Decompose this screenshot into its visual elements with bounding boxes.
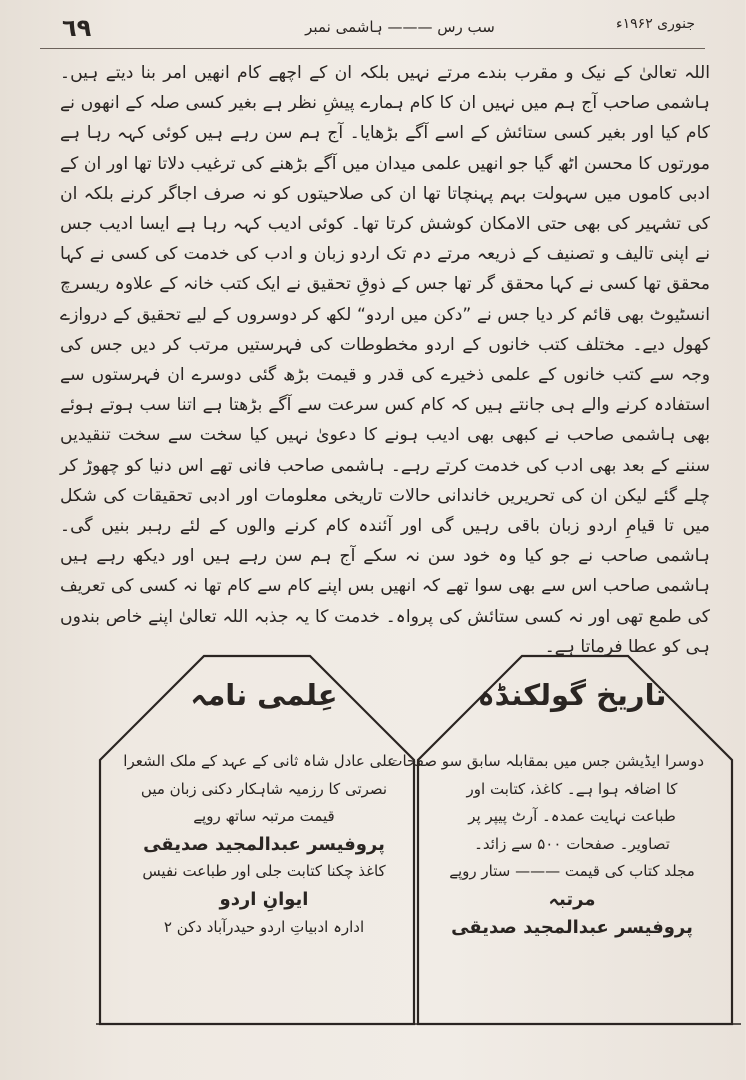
ad-line: مجلد کتاب کی قیمت ——— ستار روپے <box>449 862 695 881</box>
page-number: ٦٩ <box>62 14 92 42</box>
ad-line: کا اضافہ ہوا ہے۔ کاغذ، کتابت اور <box>466 779 678 798</box>
ad-line: پروفیسر عبدالمجید صدیقی <box>451 916 693 938</box>
ad-line: ایوانِ اردو <box>219 888 309 910</box>
ad-text <box>388 748 704 941</box>
issue-date: جنوری ۱۹۶۲ء <box>616 16 695 32</box>
running-title: سب رس ——— ہاشمی نمبر <box>305 18 495 36</box>
advertisement-section <box>96 652 746 1027</box>
page-header <box>20 14 725 50</box>
ad-title: تاریخ گولکنڈہ <box>477 678 667 712</box>
ad-line: مرتبہ <box>548 888 596 910</box>
article-paragraph: اللہ تعالیٰ کے نیک و مقرب بندے مرتے نہیں بلکہ ان کے اچھے کام انھیں امر بنا دیتے ہیں۔ ہاشمی صاحب آج ہم میں نہیں ان کا کام ہمارے پیشِ نظر ہے بغیر کسی صلہ کے انھوں نے کام کیا اور بغیر کسی ستائش کے اسے آگے بڑھایا۔ آج ہم سن رہے ہیں کوئی کہہ رہا ہے مورتوں کا محسن اٹھ گیا جو انھیں علمی میدان میں آگے بڑھنے کی ترغیب دلاتا تھا اور ان کے ادبی کاموں میں سہولت بہم پہنچاتا تھا ان کی صلاحیتوں کو نہ صرف اجاگر کرنے بلکہ ان کی تشہیر کی بھی حتی الامکان کوشش کرتا تھا۔ کوئی ادیب کہہ رہا ہے ایسا ادیب جس نے اپنی تالیف و تصنیف کے ذریعہ مرتے دم تک اردو زبان و ادب کی خدمت کی کسی نے کہا محقق تھا کسی نے کہا محقق گر تھا جس کے ذوقِ تحقیق نے ایک کتب خانہ کے علاوہ ریسرچ انسٹیوٹ بھی قائم کر دیا جس نے ”دکن میں اردو“ لکھ کر دوسروں کے لیے تحقیق کے دروازے کھول دیے۔ مختلف کتب خانوں کے اردو مخطوطات کی فہرستیں مرتب کر دیں جس کی وجہ سے کتب خانوں کے علمی ذخیرے کی قدر و قیمت بڑھ گئی دوسرے ان فہرستوں سے استفادہ کرنے والے ہی جانتے ہیں کہ کام کس سرعت سے آگے بڑھتا ہے اتنا سب ہوتے ہوئے بھی ہاشمی صاحب نے کبھی بھی ادیب ہونے کا دعویٰ نہیں کیا سخت سے سخت تنقیدیں سننے کے بعد بھی ادب کی خدمت کرتے رہے۔ ہاشمی صاحب فانی تھے اس دنیا کو چھوڑ کر چلے گئے لیکن ان کی تحریریں خاندانی حالات تاریخی معلومات اور ادبی تحقیقات کی شکل میں تا قیامِ اردو زبان باقی رہیں گی اور آئندہ کام کرنے والوں کے لئے رہبر بنیں گی۔ ہاشمی صاحب نے جو کیا وہ خود سن نہ سکے آج ہم سن رہے ہیں اور دیکھ رہے ہیں ہاشمی صاحب اس سے بھی سوا تھے کہ انھیں بس اپنے کام سے کام تھا نہ کسی کی تعریف کی طمع تھی اور نہ کسی ستائش کی پرواہ۔ خدمت کا یہ جذبہ اللہ تعالیٰ اپنے خاص بندوں ہی کو عطا فرماتا ہے۔ <box>60 63 710 657</box>
ad-line: طباعت نہایت عمدہ۔ آرٹ پیپر پر <box>468 807 676 826</box>
ad-line: ادارہ ادبیاتِ اردو حیدرآباد دکن ۲ <box>163 917 365 936</box>
ad-line: قیمت مرتبہ ساتھ روپے <box>193 807 335 826</box>
ad-line: پروفیسر عبدالمجید صدیقی <box>143 833 385 855</box>
ad-ilmi-nama <box>114 652 414 1022</box>
ad-line: دوسرا ایڈیشن جس میں بمقابلہ سابق سو صفحات <box>388 752 704 770</box>
ad-line: علی عادل شاہ ثانی کے عہد کے ملک الشعرا <box>123 752 396 770</box>
ad-line: نصرتی کا رزمیہ شاہکار دکنی زبان میں <box>140 779 388 798</box>
header-rule <box>40 48 705 49</box>
ad-line: کاغذ چکنا کتابت جلی اور طباعت نفیس <box>142 862 386 881</box>
ad-title: عِلمی نامہ <box>190 678 338 712</box>
ad-text <box>123 748 396 941</box>
article-body <box>60 58 710 662</box>
ad-tarikh-golconda <box>388 652 722 1022</box>
ad-line: تصاویر۔ صفحات ۵۰۰ سے زائد۔ <box>474 834 670 853</box>
